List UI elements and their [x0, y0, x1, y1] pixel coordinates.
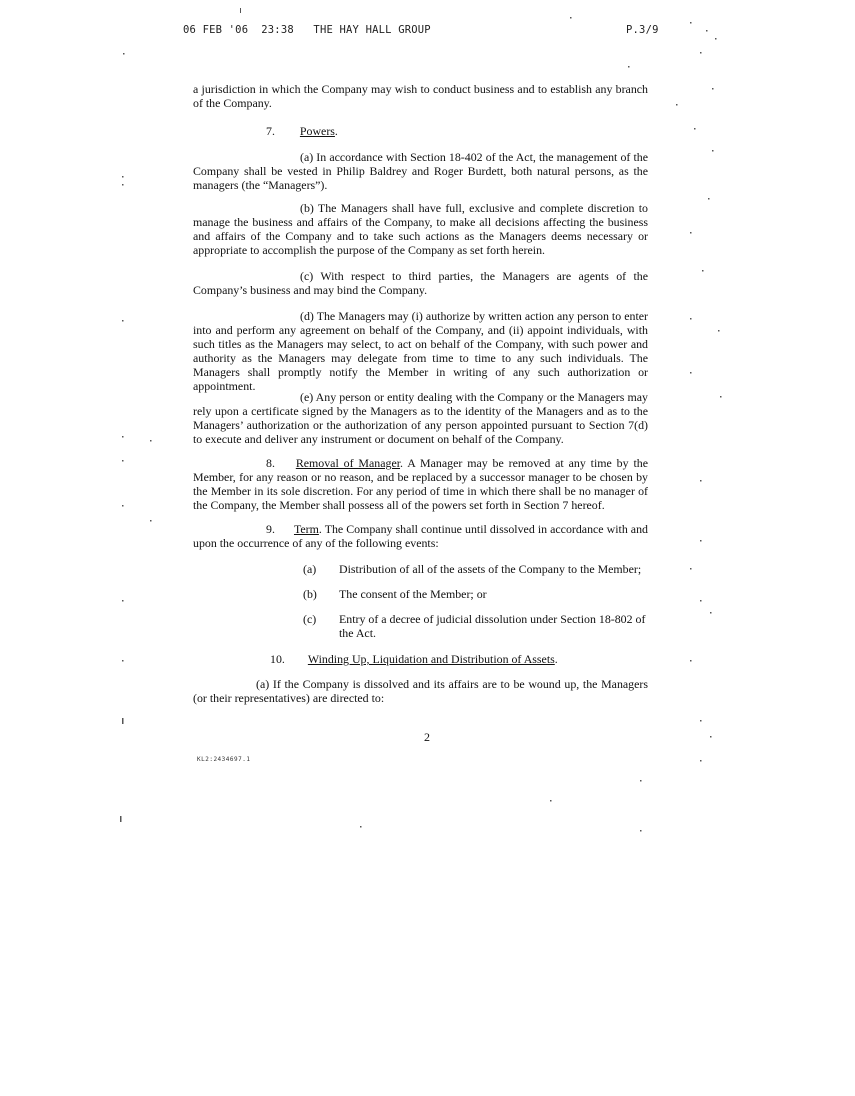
- section-9-title: Term: [293, 522, 319, 536]
- page-number: 2: [424, 730, 430, 744]
- section-7-number: 7.: [266, 124, 275, 138]
- section-7-heading: 7. Powers.: [266, 124, 338, 138]
- section-10-title: Winding Up, Liquidation and Distribution of Assets: [307, 652, 555, 666]
- section-7b: (b) The Managers shall have full, exclusive and complete discretion to manage the business and affairs of the Company, to make all decisions affecting the business and affairs of the Company and to take such actions as the Managers deems necessary or appropriate to accomplish the purpose of the Company as set forth herein.: [193, 201, 648, 257]
- section-9-item-b-text: The consent of the Member; or: [339, 587, 487, 601]
- section-9-item-c-cont: the Act.: [339, 626, 376, 640]
- section-9-item-a-text: Distribution of all of the assets of the Company to the Member;: [339, 562, 642, 576]
- section-9-item-c-text: Entry of a decree of judicial dissolution under Section 18-802 of: [339, 612, 646, 626]
- section-10-number: 10.: [270, 652, 285, 666]
- fax-header-page: P.3/9: [626, 24, 659, 36]
- continuation-paragraph: a jurisdiction in which the Company may wish to conduct business and to establish any branch of the Company.: [193, 82, 648, 110]
- section-10-heading: 10. Winding Up, Liquidation and Distribution of Assets.: [270, 652, 558, 666]
- section-9-text: . The Company shall continue until dissolved in accordance with and upon the occurrence of any of the following events:: [193, 522, 648, 550]
- section-8-title: Removal of Manager: [295, 456, 401, 470]
- section-10a: (a) If the Company is dissolved and its affairs are to be wound up, the Managers (or their representatives) are directed to:: [193, 677, 648, 705]
- section-7d: (d) The Managers may (i) authorize by written action any person to enter into and perform any agreement on behalf of the Company, and (ii) appoint individuals, with such titles as the Managers may select, to act on behalf of the Company, with such power and authority as the Managers may delegate from time to time to any such individuals. The Managers shall promptly notify the Member in writing of any such authorization or appointment.: [193, 309, 648, 393]
- section-8-text: . A Manager may be removed at any time by the Member, for any reason or no reason, and be replaced by a successor manager to be chosen by the Member in its sole discretion. For any period of time in which there shall be no manager of the Company, the Member shall possess all of the powers set forth in Section 7 hereof.: [193, 456, 648, 512]
- document-code: KL2:2434697.1: [197, 756, 251, 763]
- section-9-number: 9.: [266, 522, 275, 536]
- section-8-number: 8.: [266, 456, 275, 470]
- section-9-item-c-label: (c): [303, 612, 317, 626]
- section-9-item-b-label: (b): [303, 587, 317, 601]
- section-7e: (e) Any person or entity dealing with the Company or the Managers may rely upon a certificate signed by the Managers as to the identity of the Managers and as to the Managers’ authorization or the authorization of any person appointed pursuant to Section 7(d) to execute and deliver any instrument or document on behalf of the Company.: [193, 390, 648, 446]
- section-7-title: Powers: [299, 124, 335, 138]
- section-7a: (a) In accordance with Section 18-402 of the Act, the management of the Company shall be vested in Philip Baldrey and Roger Burdett, both natural persons, as the managers (the “Managers”).: [193, 150, 648, 192]
- section-9-item-a-label: (a): [303, 562, 317, 576]
- fax-header-sender: 06 FEB '06 23:38 THE HAY HALL GROUP: [183, 24, 431, 36]
- section-7c: (c) With respect to third parties, the Managers are agents of the Company’s business and may bind the Company.: [193, 269, 648, 297]
